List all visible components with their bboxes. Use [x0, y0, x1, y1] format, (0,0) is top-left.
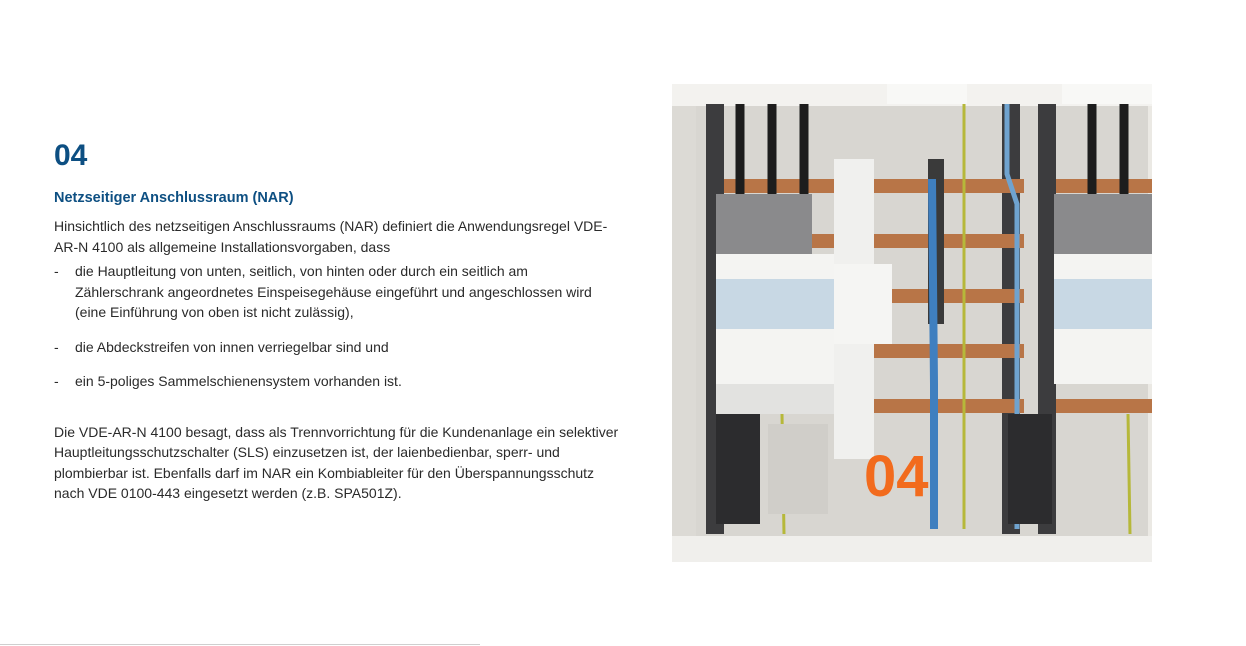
text-column: [54, 138, 619, 504]
list-item-text: die Abdeckstreifen von innen verriegelbar sind und: [75, 338, 389, 355]
list-item-text: die Hauptleitung von unten, seitlich, von hinten oder durch ein seitlich am Zählerschrank angeordnetes Einspeisegehäuse eingeführt und angeschlossen wird (eine Einführung von oben ist nicht zulässig),: [75, 263, 592, 320]
list-dash: -: [54, 373, 59, 389]
intro-paragraph: Hinsichtlich des netzseitigen Anschlussraums (NAR) definiert die Anwendungsregel VDE-AR-N 4100 als allgemeine Installationsvorgaben, dass: [54, 218, 608, 255]
section-title: Netzseitiger Anschlussraum (NAR): [54, 190, 294, 206]
meter-cabinet-photo: [672, 84, 1152, 562]
requirements-list: [54, 261, 619, 392]
section-number: 04: [54, 139, 88, 172]
list-item: [54, 371, 619, 392]
cabinet-illustration: [672, 84, 1152, 562]
list-item-text: ein 5-poliges Sammelschienensystem vorhanden ist.: [75, 373, 402, 389]
list-dash: -: [54, 263, 59, 279]
list-dash: -: [54, 338, 59, 355]
list-item: [54, 337, 619, 358]
sls-paragraph: Die VDE-AR-N 4100 besagt, dass als Trennvorrichtung für die Kundenanlage ein selektiver Hauptleitungsschutzschalter (SLS) einzusetzen ist, der laienbedienbar, sperr- und plombierbar ist. Ebenfalls darf im NAR ein Kombiableiter für den Überspannungsschutz nach VDE 0100-443 eingesetzt werden (z.B. SPA501Z).: [54, 423, 619, 501]
footer-divider: [0, 644, 480, 645]
photo-overlay-label: 04: [864, 444, 929, 509]
list-item: [54, 261, 619, 323]
